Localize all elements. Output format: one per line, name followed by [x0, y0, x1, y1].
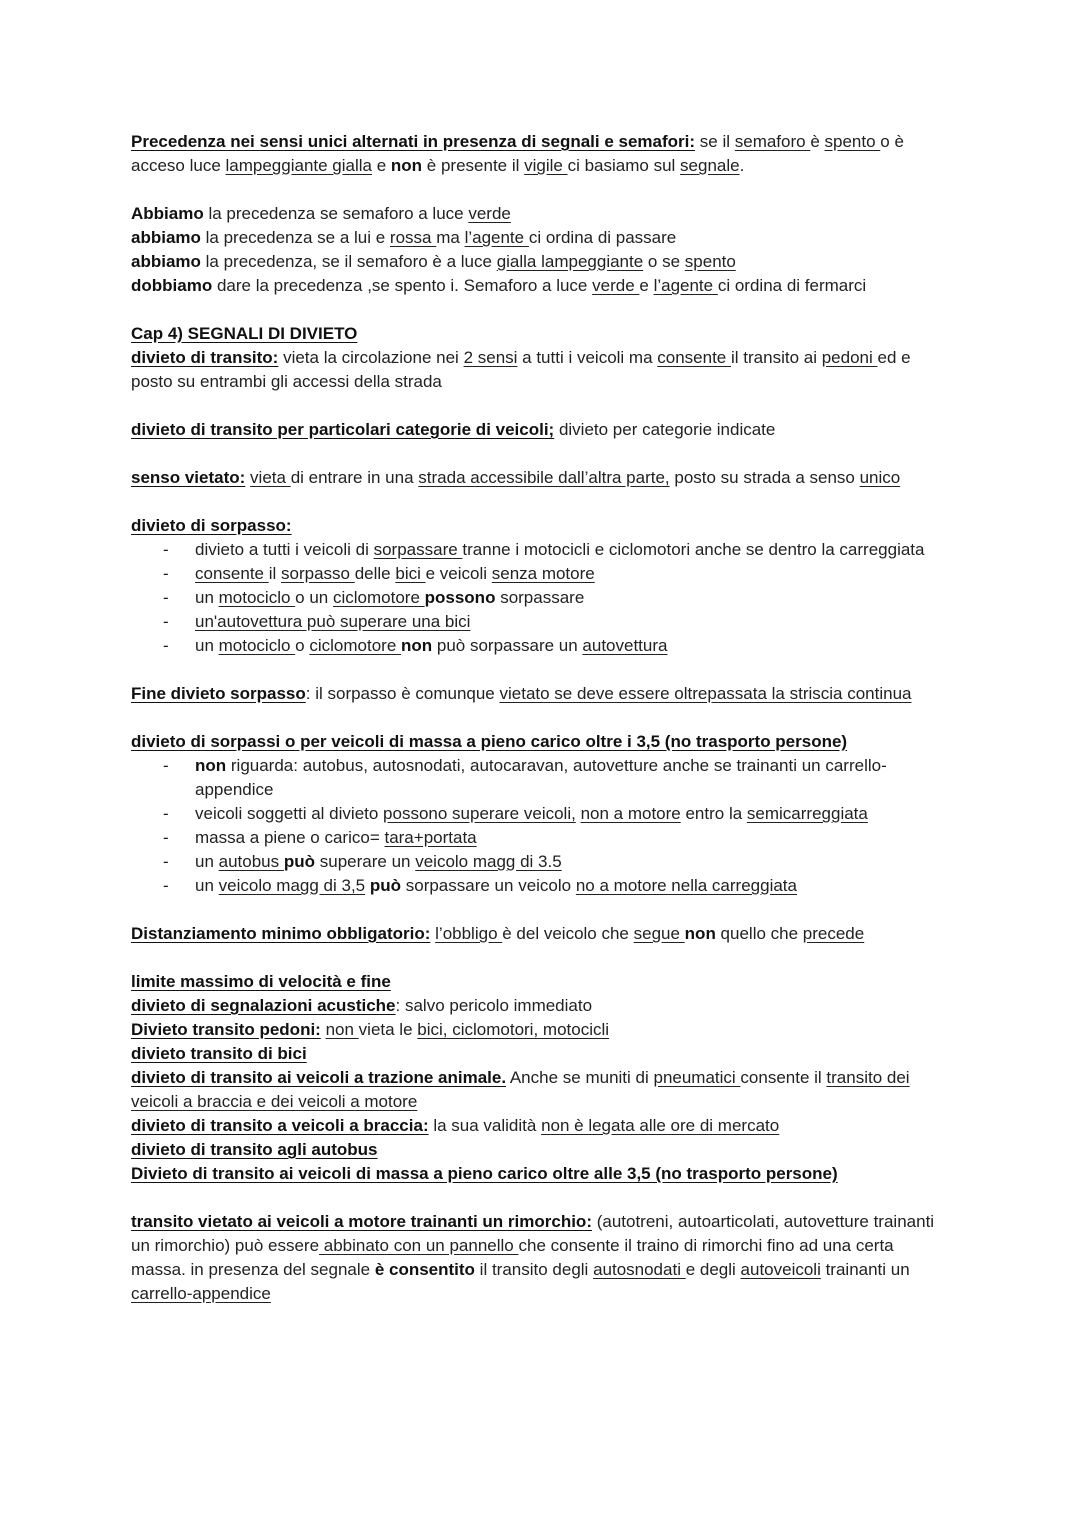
- underlined-text: ciclomotore: [332, 588, 425, 607]
- underlined-text: motociclo: [218, 636, 296, 655]
- underlined-text: unico: [859, 468, 901, 487]
- list-item: [131, 586, 953, 610]
- underlined-text: strada accessibile dall’altra parte,: [418, 468, 670, 487]
- text: o: [295, 636, 310, 655]
- document-page: [131, 130, 953, 1306]
- paragraph: [131, 994, 953, 1018]
- dash-bullet-icon: -: [163, 876, 169, 895]
- text: trainanti un: [820, 1260, 910, 1279]
- text: e: [639, 276, 654, 295]
- heading-text: divieto di transito ai veicoli a trazione animale.: [131, 1068, 507, 1087]
- list-item: [131, 874, 953, 898]
- underlined-text: autosnodati: [593, 1260, 686, 1279]
- text: divieto per categorie indicate: [554, 420, 776, 439]
- text: è: [810, 132, 825, 151]
- underlined-text: pneumatici: [653, 1068, 741, 1087]
- dash-bullet-icon: -: [163, 612, 169, 631]
- text: o è acceso luce: [131, 132, 904, 175]
- text: consente il: [740, 1068, 827, 1087]
- text: veicoli soggetti al divieto: [195, 804, 384, 823]
- text: è presente il: [422, 156, 525, 175]
- heading-text: Distanziamento minimo obbligatorio:: [131, 924, 431, 943]
- underlined-text: semicarreggiata: [746, 804, 868, 823]
- bold-text: non: [401, 636, 433, 655]
- heading-text: Fine divieto sorpasso: [131, 684, 306, 703]
- underlined-text: ciclomotore: [309, 636, 401, 655]
- underlined-text: consente: [657, 348, 731, 367]
- text: sorpassare un veicolo: [401, 876, 576, 895]
- underlined-text: no a motore nella carreggiata: [575, 876, 797, 895]
- underlined-text: spento: [684, 252, 736, 271]
- heading-text: divieto di transito per particolari categorie di veicoli;: [131, 420, 555, 439]
- underlined-text: non: [325, 1020, 359, 1039]
- bullet-list: [131, 754, 953, 898]
- text: vieta la circolazione nei: [278, 348, 464, 367]
- text: vieta le: [358, 1020, 418, 1039]
- dash-bullet-icon: -: [163, 564, 169, 583]
- bold-text: possono: [424, 588, 496, 607]
- bold-text: abbiamo: [131, 228, 201, 247]
- text: ma: [436, 228, 465, 247]
- blank-line: [131, 298, 953, 322]
- underlined-text: gialla lampeggiante: [496, 252, 644, 271]
- bold-text: abbiamo: [131, 252, 201, 271]
- text: è del veicolo che: [502, 924, 634, 943]
- text: a tutti i veicoli ma: [517, 348, 658, 367]
- heading-text: senso vietato:: [131, 468, 246, 487]
- underlined-text: verde: [468, 204, 511, 223]
- text: entro la: [680, 804, 747, 823]
- text: un: [195, 636, 219, 655]
- list-item: [131, 802, 953, 826]
- list-item: [131, 562, 953, 586]
- underlined-text: precede: [802, 924, 865, 943]
- text: il: [268, 564, 282, 583]
- list-item: [131, 754, 953, 802]
- bold-text: non: [684, 924, 716, 943]
- text: (autotreni, autoarticolati, autovetture trainanti un rimorchio) può essere: [131, 1212, 935, 1255]
- paragraph: [131, 1114, 953, 1138]
- heading-text: limite massimo di velocità e fine: [131, 972, 391, 991]
- underlined-text: abbinato con un pannello: [319, 1236, 519, 1255]
- text: la precedenza, se il semaforo è a luce: [200, 252, 497, 271]
- dash-bullet-icon: -: [163, 828, 169, 847]
- text: : il sorpasso è comunque: [305, 684, 500, 703]
- underlined-text: l’agente: [653, 276, 718, 295]
- blank-line: [131, 946, 953, 970]
- underlined-text: rossa: [389, 228, 437, 247]
- list-item: [131, 634, 953, 658]
- underlined-text: vieta: [250, 468, 291, 487]
- heading-text: divieto transito di bici: [131, 1044, 307, 1063]
- text: un: [195, 876, 219, 895]
- text: la sua validità: [428, 1116, 542, 1135]
- paragraph: [131, 1162, 953, 1186]
- blank-line: [131, 898, 953, 922]
- text: di entrare in una: [290, 468, 419, 487]
- underlined-text: segue: [633, 924, 685, 943]
- underlined-text: semaforo: [734, 132, 811, 151]
- underlined-text: possono superare veicoli,: [383, 804, 576, 823]
- underlined-text: consente: [195, 564, 269, 583]
- paragraph: [131, 730, 953, 754]
- heading-text: Precedenza nei sensi unici alternati in presenza di segnali e semafori:: [131, 132, 696, 151]
- underlined-text: autoveicoli: [740, 1260, 821, 1279]
- text: massa a piene o carico=: [195, 828, 385, 847]
- text: .: [739, 156, 745, 175]
- underlined-text: l’agente: [464, 228, 529, 247]
- underlined-text: lampeggiante gialla: [225, 156, 372, 175]
- paragraph: [131, 1210, 953, 1306]
- list-item: [131, 610, 953, 634]
- text: o se: [643, 252, 685, 271]
- text: Anche se muniti di: [506, 1068, 654, 1087]
- underlined-text: veicolo magg di 3,5: [218, 876, 366, 895]
- text: ci basiamo sul: [567, 156, 681, 175]
- blank-line: [131, 394, 953, 418]
- underlined-text: spento: [824, 132, 881, 151]
- bold-text: non: [390, 156, 423, 175]
- blank-line: [131, 490, 953, 514]
- paragraph: [131, 418, 953, 442]
- underlined-text: transito dei veicoli a braccia e dei veicoli a motore: [131, 1068, 910, 1111]
- bold-text: non: [195, 756, 227, 775]
- text: se il: [695, 132, 735, 151]
- underlined-text: segnale: [680, 156, 740, 175]
- underlined-text: veicolo magg di 3.5: [415, 852, 562, 871]
- paragraph: [131, 514, 953, 538]
- text: quello che: [715, 924, 803, 943]
- dash-bullet-icon: -: [163, 804, 169, 823]
- text: che consente il traino di rimorchi fino ad una certa massa. in presenza del segnale: [131, 1236, 894, 1279]
- heading-text: transito vietato ai veicoli a motore trainanti un rimorchio:: [131, 1212, 592, 1231]
- underlined-text: autobus: [218, 852, 284, 871]
- bold-text: è consentito: [374, 1260, 475, 1279]
- blank-line: [131, 1186, 953, 1210]
- paragraph: [131, 1066, 953, 1114]
- text: può sorpassare un: [432, 636, 583, 655]
- underlined-text: autovettura: [582, 636, 668, 655]
- text: posto su strada a senso: [669, 468, 860, 487]
- text: divieto a tutti i veicoli di: [195, 540, 374, 559]
- text: delle: [354, 564, 396, 583]
- heading-text: divieto di transito a veicoli a braccia:: [131, 1116, 429, 1135]
- text: ci ordina di fermarci: [717, 276, 867, 295]
- text: un: [195, 588, 219, 607]
- dash-bullet-icon: -: [163, 756, 169, 775]
- underlined-text: senza motore: [491, 564, 595, 583]
- list-item: [131, 826, 953, 850]
- blank-line: [131, 706, 953, 730]
- paragraph: [131, 130, 953, 178]
- underlined-text: 2 sensi: [463, 348, 518, 367]
- heading-text: divieto di transito agli autobus: [131, 1140, 378, 1159]
- text: ci ordina di passare: [528, 228, 677, 247]
- text: e: [372, 156, 391, 175]
- paragraph: [131, 322, 953, 346]
- underlined-text: bici: [395, 564, 426, 583]
- text: superare un: [315, 852, 416, 871]
- text: la precedenza se a lui e: [200, 228, 390, 247]
- underlined-text: l’obbligo: [435, 924, 503, 943]
- paragraph: [131, 1042, 953, 1066]
- heading-text: Divieto transito pedoni:: [131, 1020, 321, 1039]
- heading-text: Divieto di transito ai veicoli di massa a pieno carico oltre alle 3,5 (no trasporto persone): [131, 1164, 838, 1183]
- text: il transito ai: [731, 348, 822, 367]
- text: o un: [295, 588, 333, 607]
- underlined-text: vietato se deve essere oltrepassata la striscia continua: [499, 684, 912, 703]
- dash-bullet-icon: -: [163, 852, 169, 871]
- paragraph: [131, 970, 953, 994]
- text: dare la precedenza ,se spento i. Semaforo a luce: [212, 276, 593, 295]
- underlined-text: vigile: [524, 156, 568, 175]
- text: sorpassare: [495, 588, 585, 607]
- underlined-text: un'autovettura può superare una bici: [195, 612, 471, 631]
- heading-text: Cap 4) SEGNALI DI DIVIETO: [131, 324, 358, 343]
- underlined-text: non è legata alle ore di mercato: [541, 1116, 780, 1135]
- bold-text: può: [369, 876, 402, 895]
- paragraph: [131, 226, 953, 250]
- dash-bullet-icon: -: [163, 540, 169, 559]
- bold-text: può: [283, 852, 316, 871]
- underlined-text: sorpassare: [373, 540, 463, 559]
- underlined-text: verde: [592, 276, 640, 295]
- bold-text: dobbiamo: [131, 276, 213, 295]
- paragraph: [131, 682, 953, 706]
- paragraph: [131, 1018, 953, 1042]
- dash-bullet-icon: -: [163, 588, 169, 607]
- underlined-text: motociclo: [218, 588, 296, 607]
- bullet-list: [131, 538, 953, 658]
- underlined-text: pedoni: [821, 348, 878, 367]
- text: : salvo pericolo immediato: [395, 996, 593, 1015]
- underlined-text: sorpasso: [281, 564, 355, 583]
- heading-text: divieto di segnalazioni acustiche: [131, 996, 396, 1015]
- text: la precedenza se semaforo a luce: [203, 204, 469, 223]
- paragraph: [131, 202, 953, 226]
- heading-text: divieto di sorpasso:: [131, 516, 292, 535]
- list-item: [131, 850, 953, 874]
- blank-line: [131, 442, 953, 466]
- blank-line: [131, 178, 953, 202]
- dash-bullet-icon: -: [163, 636, 169, 655]
- bold-text: Abbiamo: [131, 204, 204, 223]
- text: ed e posto su entrambi gli accessi della strada: [131, 348, 911, 391]
- heading-text: divieto di sorpassi o per veicoli di massa a pieno carico oltre i 3,5 (no trasporto persone): [131, 732, 848, 751]
- underlined-text: bici, ciclomotori, motocicli: [417, 1020, 610, 1039]
- underlined-text: tara+portata: [384, 828, 477, 847]
- text: riguarda: autobus, autosnodati, autocaravan, autovetture anche se trainanti un carrello-appendice: [195, 756, 887, 799]
- paragraph: [131, 274, 953, 298]
- text: il transito degli: [474, 1260, 594, 1279]
- underlined-text: non a motore: [580, 804, 681, 823]
- paragraph: [131, 250, 953, 274]
- text: e degli: [685, 1260, 741, 1279]
- text: tranne i motocicli e ciclomotori anche se dentro la carreggiata: [462, 540, 925, 559]
- heading-text: divieto di transito:: [131, 348, 279, 367]
- text: e veicoli: [425, 564, 492, 583]
- paragraph: [131, 466, 953, 490]
- paragraph: [131, 346, 953, 394]
- underlined-text: carrello-appendice: [131, 1284, 271, 1303]
- blank-line: [131, 658, 953, 682]
- paragraph: [131, 1138, 953, 1162]
- list-item: [131, 538, 953, 562]
- text: un: [195, 852, 219, 871]
- paragraph: [131, 922, 953, 946]
